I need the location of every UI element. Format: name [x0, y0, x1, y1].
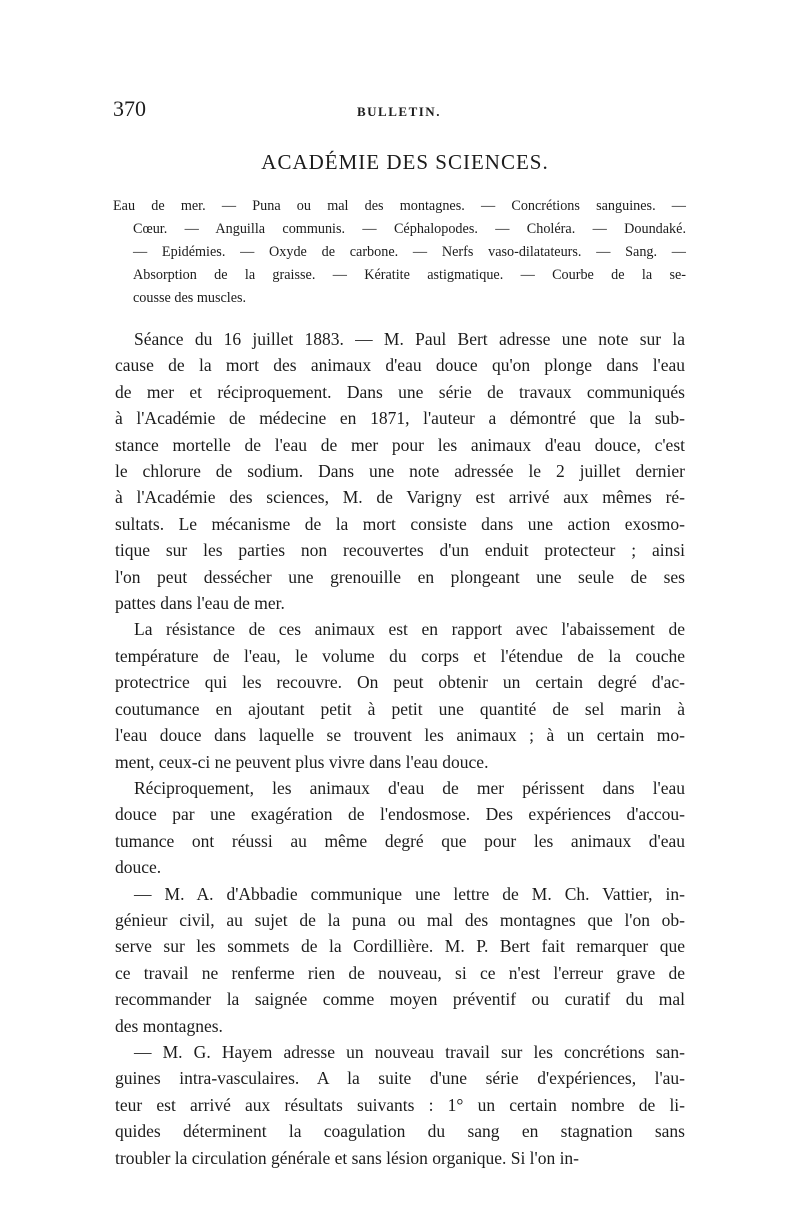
text-line: l'on peut dessécher une grenouille en plongeant une seule de ses — [115, 566, 685, 587]
text-line: sultats. Le mécanisme de la mort consiste dans une action exosmo- — [115, 513, 685, 534]
text-line: pattes dans l'eau de mer. — [115, 593, 285, 614]
running-title: BULLETIN. — [357, 104, 441, 119]
summary-line: Absorption de la graisse. — Kératite astigmatique. — Courbe de la se- — [133, 267, 686, 283]
section-title: ACADÉMIE DES SCIENCES. — [261, 150, 549, 174]
summary-line: cousse des muscles. — [133, 290, 247, 306]
paragraph — [115, 881, 685, 1039]
text-line: Réciproquement, les animaux d'eau de mer périssent dans l'eau — [134, 777, 685, 798]
summary-block — [113, 195, 686, 310]
text-line: guines intra-vasculaires. A la suite d'une série d'expériences, l'au- — [115, 1068, 685, 1089]
text-line: coutumance en ajoutant petit à petit une quantité de sel marin à — [115, 698, 685, 719]
paragraph — [115, 326, 685, 616]
text-line: de mer et réciproquement. Dans une série de travaux communiqués — [115, 381, 685, 402]
text-line: tumance ont réussi au même degré que pour les animaux d'eau — [115, 830, 685, 851]
text-line: ment, ceux-ci ne peuvent plus vivre dans l'eau douce. — [115, 751, 489, 772]
text-line: douce. — [115, 857, 162, 878]
summary-line: Cœur. — Anguilla communis. — Céphalopodes. — Choléra. — Doundaké. — [133, 221, 686, 237]
text-line: à l'Académie de médecine en 1871, l'auteur a démontré que la sub- — [115, 408, 685, 429]
text-line: à l'Académie des sciences, M. de Varigny est arrivé aux mêmes ré- — [115, 487, 685, 508]
text-line: Séance du 16 juillet 1883. — M. Paul Bert adresse une note sur la — [134, 329, 685, 349]
text-line: des montagnes. — [115, 1015, 223, 1036]
body-text — [115, 326, 685, 1171]
text-line: tique sur les parties non recouvertes d'un enduit protecteur ; ainsi — [115, 540, 685, 561]
summary-line: — Epidémies. — Oxyde de carbone. — Nerfs vaso-dilatateurs. — Sang. — — [133, 244, 686, 260]
summary-line: Eau de mer. — Puna ou mal des montagnes. — Concrétions sanguines. — — [113, 198, 686, 214]
page-number: 370 — [113, 96, 146, 121]
text-line: troubler la circulation générale et sans lésion organique. Si l'on in- — [115, 1147, 580, 1168]
text-line: La résistance de ces animaux est en rapport avec l'abaissement de — [134, 619, 685, 640]
text-line: stance mortelle de l'eau de mer pour les animaux d'eau douce, c'est — [115, 434, 685, 455]
text-line: protectrice qui les recouvre. On peut obtenir un certain degré d'ac- — [115, 672, 685, 693]
text-line: température de l'eau, le volume du corps et l'étendue de la couche — [115, 645, 685, 666]
text-line: — M. A. d'Abbadie communique une lettre de M. Ch. Vattier, in- — [134, 883, 685, 904]
text-line: douce par une exagération de l'endosmose. Des expériences d'accou- — [115, 804, 685, 825]
paragraph — [115, 616, 685, 774]
text-line: génieur civil, au sujet de la puna ou mal des montagnes que l'on ob- — [115, 909, 685, 930]
text-line: ce travail ne renferme rien de nouveau, si ce n'est l'erreur grave de — [115, 962, 685, 983]
text-line: recommander la saignée comme moyen préventif ou curatif du mal — [115, 989, 685, 1010]
text-line: — M. G. Hayem adresse un nouveau travail sur les concrétions san- — [134, 1041, 685, 1062]
text-line: quides déterminent la coagulation du sang en stagnation sans — [115, 1121, 685, 1142]
text-line: le chlorure de sodium. Dans une note adressée le 2 juillet dernier — [115, 461, 685, 482]
text-line: teur est arrivé aux résultats suivants : 1° un certain nombre de li- — [115, 1094, 685, 1115]
running-head — [0, 96, 800, 124]
paragraph — [115, 1039, 685, 1171]
text-line: cause de la mort des animaux d'eau douce qu'on plonge dans l'eau — [115, 355, 685, 376]
text-line: l'eau douce dans laquelle se trouvent les animaux ; à un certain mo- — [115, 725, 685, 746]
text-line: serve sur les sommets de la Cordillière. M. P. Bert fait remarquer que — [115, 936, 685, 957]
paragraph — [115, 775, 685, 881]
